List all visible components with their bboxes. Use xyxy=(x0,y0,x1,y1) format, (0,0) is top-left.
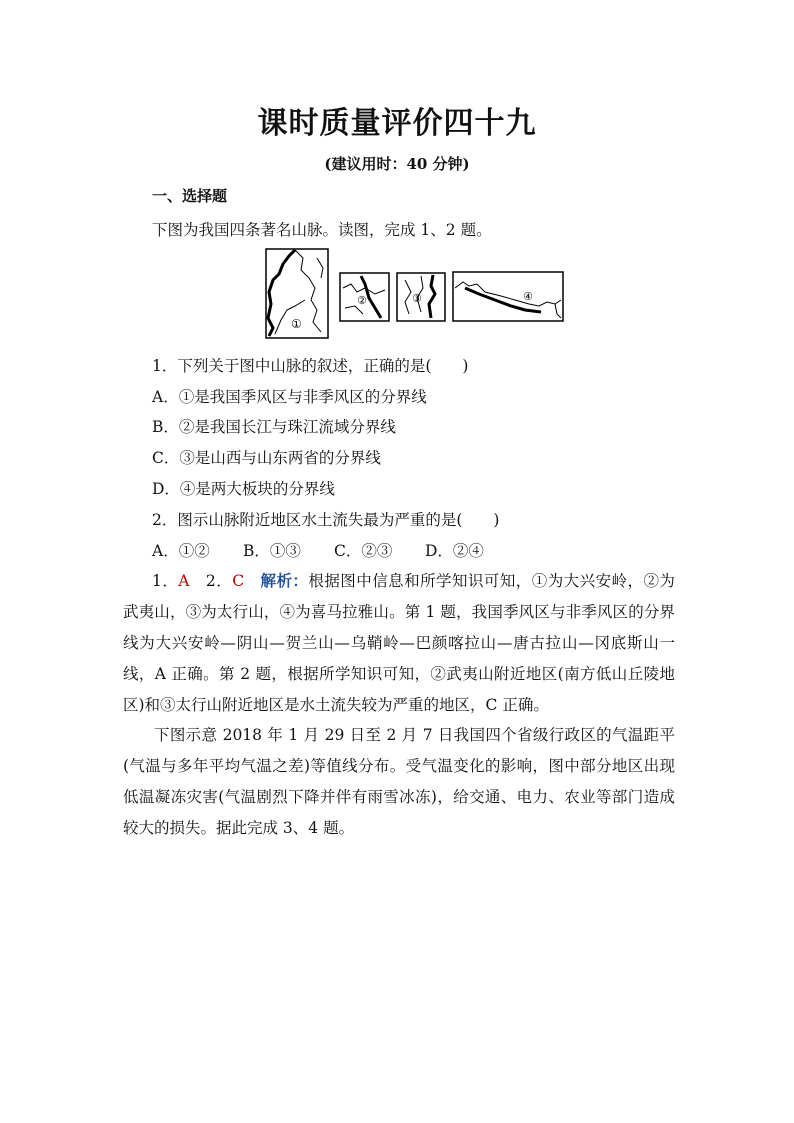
q2-stem: 2．图示山脉附近地区水土流失最为严重的是( ) xyxy=(152,511,500,529)
map-label-3: ③ xyxy=(412,292,422,305)
answer-analysis xyxy=(123,565,675,721)
analysis-label: 解析： xyxy=(260,571,309,590)
suggested-time: (建议用时：40 分钟) xyxy=(324,155,470,173)
q1-option-d: D．④是两大板块的分界线 xyxy=(152,480,335,498)
section-heading: 一、选择题 xyxy=(152,187,228,205)
mountain-maps-figure xyxy=(265,248,565,340)
q1-option-c: C．③是山西与山东两省的分界线 xyxy=(152,449,381,467)
q2-option-a: A．①② xyxy=(152,542,210,560)
questions-3-4-intro: 下图示意 2018 年 1 月 29 日至 2 月 7 日我国四个省级行政区的气温距平(气温与多年平均气温之差)等值线分布。受气温变化的影响，图中部分地区出现低温凝冻灾害(气温剧烈下降并伴有雨雪冰冻)，给交通、电力、农业等部门造成较大的损失。据此完成 3、4 题。 xyxy=(123,726,675,837)
q1-option-b: B．②是我国长江与珠江流域分界线 xyxy=(152,418,396,436)
q1-stem: 1．下列关于图中山脉的叙述，正确的是( ) xyxy=(152,357,469,375)
q2-option-c: C．②③ xyxy=(334,542,393,560)
page-title: 课时质量评价四十九 xyxy=(257,106,537,141)
q2-option-d: D．②④ xyxy=(425,542,484,560)
map-2-wuyishan xyxy=(340,273,389,321)
map-4-himalaya xyxy=(453,272,563,321)
q1-option-a: A．①是我国季风区与非季风区的分界线 xyxy=(152,388,427,406)
map-3-taihangshan xyxy=(397,273,445,321)
question-intro: 下图为我国四条著名山脉。读图，完成 1、2 题。 xyxy=(152,221,492,239)
answer-2-number: 2． xyxy=(205,572,233,590)
map-1-daxinganling xyxy=(266,249,328,338)
map-label-4: ④ xyxy=(523,290,533,303)
answer-2-value: C xyxy=(232,572,245,590)
analysis-text: 根据图中信息和所学知识可知，①为大兴安岭，②为武夷山，③为太行山，④为喜马拉雅山。第 1 题，我国季风区与非季风区的分界线为大兴安岭—阴山—贺兰山—乌鞘岭—巴颜喀拉山—唐古拉山—冈底斯山一线，A 正确。第 2 题，根据所学知识可知，②武夷山附近地区(南方低山丘陵地区)和③太行山附近地区是水土流失较为严重的地区，C 正确。 xyxy=(123,572,675,714)
map-label-1: ① xyxy=(291,317,302,331)
q2-option-b: B．①③ xyxy=(243,542,301,560)
map-label-2: ② xyxy=(357,294,367,307)
answer-1-number: 1． xyxy=(152,572,179,590)
answer-1-value: A xyxy=(178,572,190,590)
